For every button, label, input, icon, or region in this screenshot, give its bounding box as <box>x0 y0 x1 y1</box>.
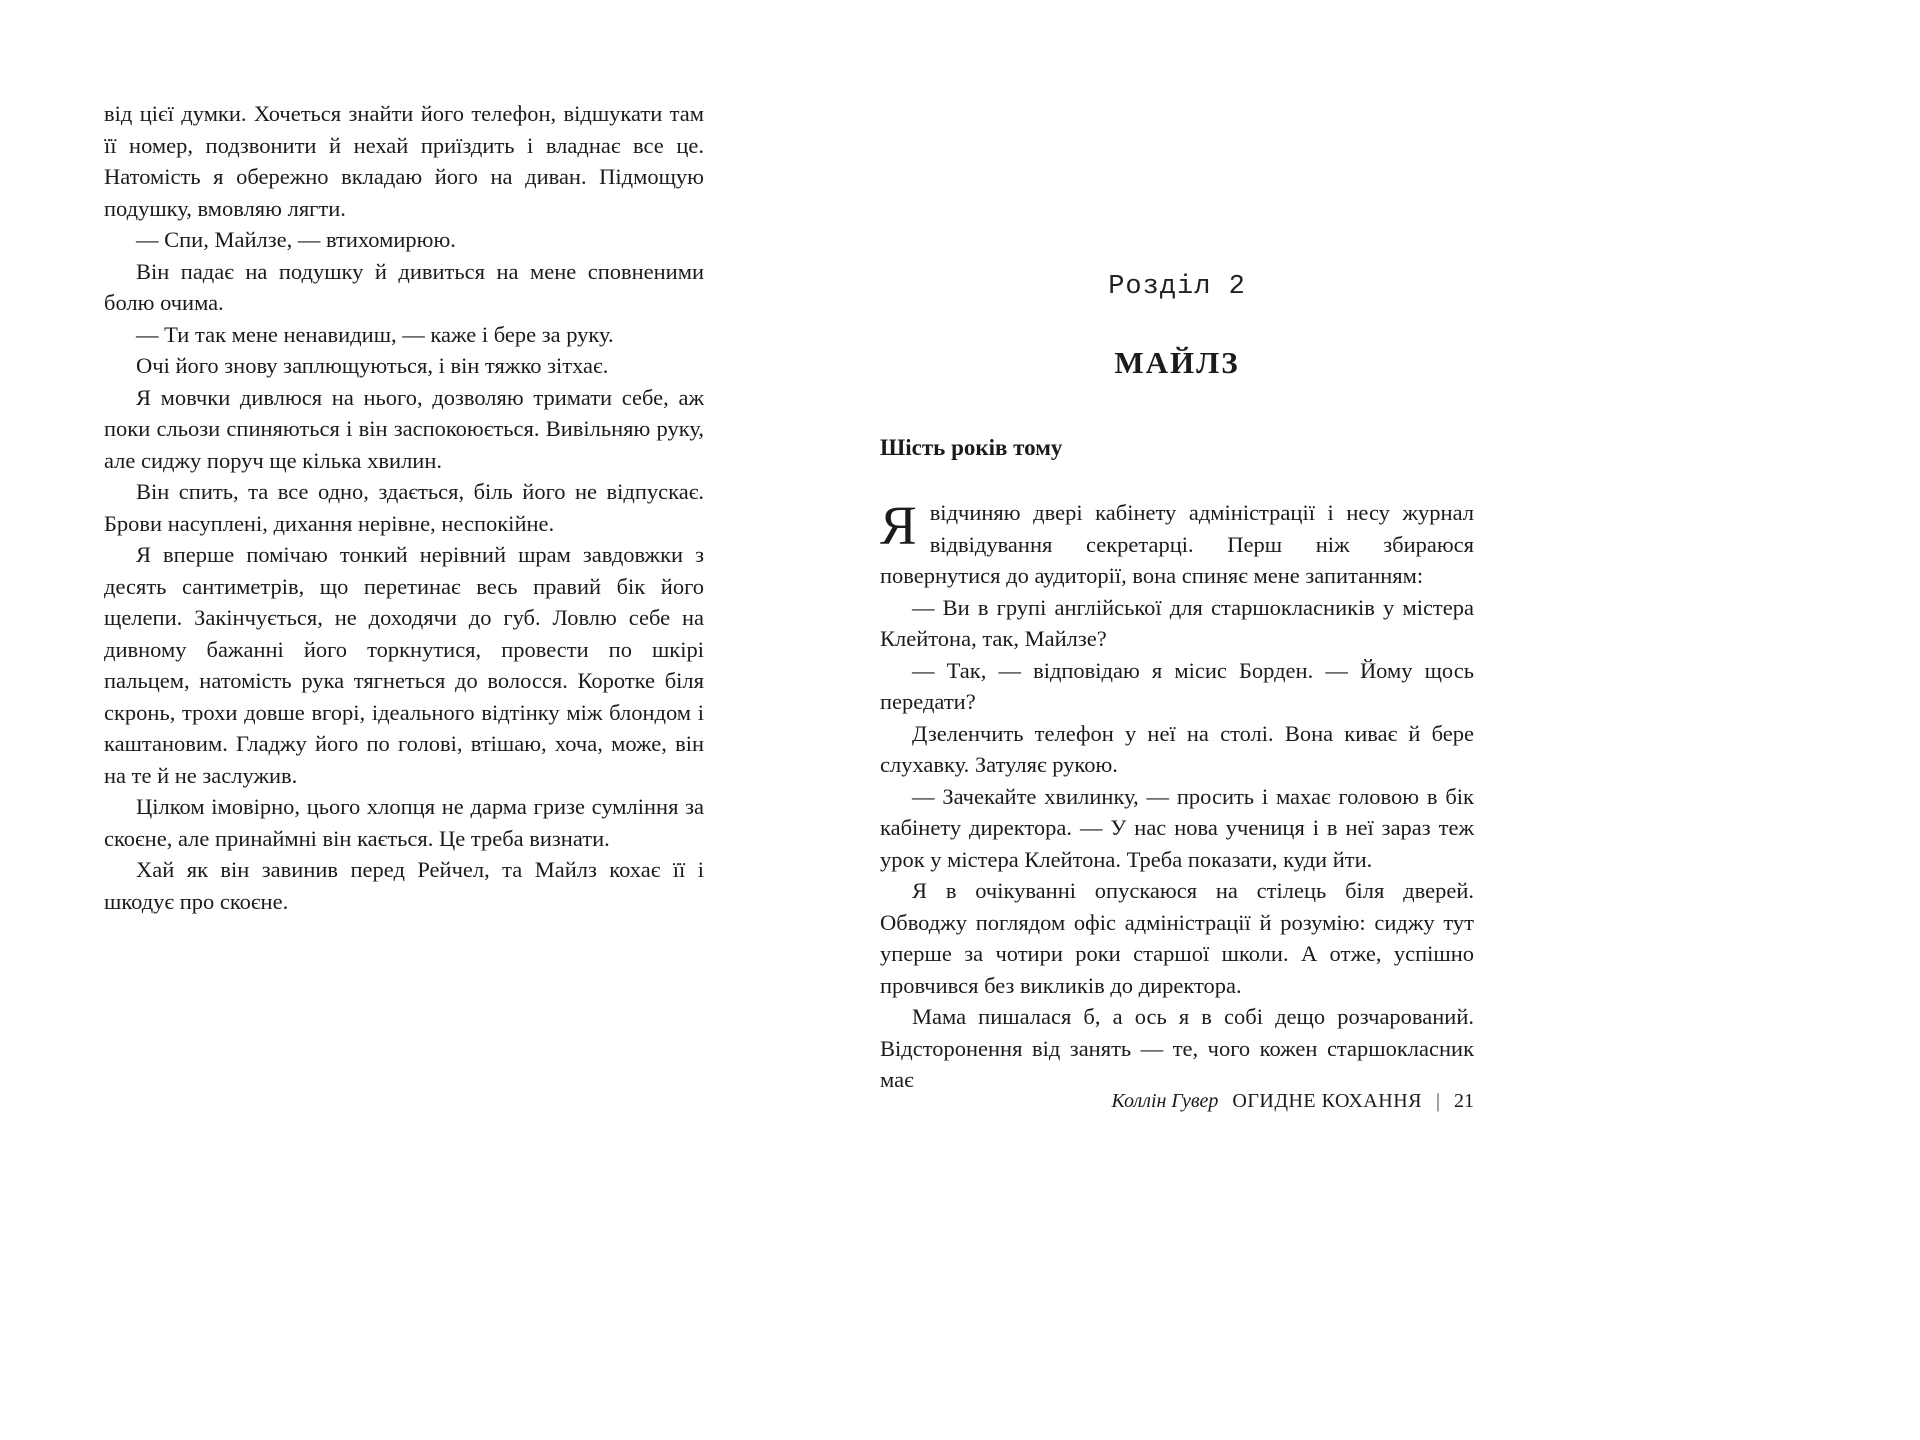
paragraph: Дзеленчить телефон у неї на столі. Вона киває й бере слухавку. Затуляє рукою. <box>880 720 1474 777</box>
paragraph: — Ти так мене ненавидиш, — каже і бере за руку. <box>136 321 614 347</box>
paragraph: — Так, — відповідаю я місис Борден. — Йому щось передати? <box>880 657 1474 714</box>
paragraph: Я в очікуванні опускаюся на стілець біля дверей. Обводжу поглядом офіс адміністрації й розумію: сиджу тут уперше за чотири роки старшої школи. А отже, успішно провчився без викликів до директора. <box>880 878 1474 998</box>
paragraph: Очі його знову заплющуються, і він тяжко зітхає. <box>136 353 609 378</box>
paragraph: Цілком імовірно, цього хлопця не дарма гризе сумління за скоєне, але принаймні він кається. Це треба визнати. <box>104 794 704 851</box>
chapter-title: МАЙЛЗ <box>1114 345 1240 380</box>
paragraph: Він падає на подушку й дивиться на мене сповненими болю очима. <box>104 258 704 315</box>
paragraph: Хай як він завинив перед Рейчел, та Майлз кохає її і шкодує про скоєне. <box>104 857 704 914</box>
paragraph: — Зачекайте хвилинку, — просить і махає головою в бік кабінету директора. — У нас нова учениця і в неї зараз теж урок у містера Клейтона. Треба показати, куди йти. <box>880 783 1474 872</box>
opening-paragraph-text: відчиняю двері кабінету адміністрації і несу журнал відвідування секретарці. Перш ніж збираюся повернутися до аудиторії, вона спиняє мене запитанням: <box>880 500 1474 588</box>
footer-separator: | <box>1435 1090 1440 1112</box>
footer-book-title: ОГИДНЕ КОХАННЯ <box>1232 1090 1422 1112</box>
paragraph: від цієї думки. Хочеться знайти його телефон, відшукати там її номер, подзвонити й нехай приїздить і владнає все це. Натомість я обережно вкладаю його на диван. Підмощую подушку, вмовляю лягти. <box>104 101 704 221</box>
paragraph: — Ви в групі англійської для старшокласників у містера Клейтона, так, Майлзе? <box>880 594 1474 651</box>
chapter-number-label: Розділ 2 <box>1108 272 1246 302</box>
drop-cap: Я <box>880 495 917 556</box>
running-footer <box>880 1088 1474 1114</box>
left-page-text-column <box>104 98 704 917</box>
paragraph: Мама пишалася б, а ось я в собі дещо розчарований. Відсторонення від занять — те, чого кожен старшокласник має <box>880 1004 1474 1092</box>
footer-page-number: 21 <box>1454 1090 1474 1112</box>
paragraph: — Спи, Майлзе, — втихомирюю. <box>136 227 456 252</box>
section-subtitle: Шість років тому <box>880 435 1063 460</box>
right-page-text-column <box>880 272 1474 1096</box>
footer-author: Коллін Гувер <box>1111 1090 1219 1112</box>
paragraph: Він спить, та все одно, здається, біль його не відпускає. Брови насуплені, дихання нерівне, неспокійне. <box>104 479 704 536</box>
paragraph: Я мовчки дивлюся на нього, дозволяю тримати себе, аж поки сльози спиняються і він заспокоюється. Вивільняю руку, але сиджу поруч ще кілька хвилин. <box>104 384 704 473</box>
paragraph: Я вперше помічаю тонкий нерівний шрам завдовжки з десять сантиметрів, що перетинає весь правий бік його щелепи. Закінчується, не доходячи до губ. Ловлю себе на дивному бажанні його торкнутися, провести по шкірі пальцем, натомість рука тягнеться до волосся. Коротке біля скронь, трохи довше вгорі, ідеального відтінку між блондом і каштановим. Гладжу його по голові, втішаю, хоча, може, він на те й не заслужив. <box>104 542 704 788</box>
opening-paragraph <box>880 497 1474 592</box>
